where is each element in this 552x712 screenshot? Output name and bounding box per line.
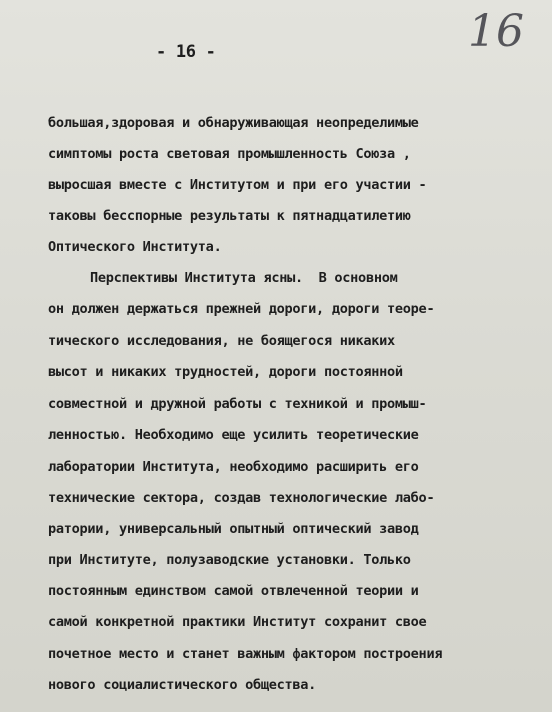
paragraph-2-line-5: совместной и дружной работы с техникой и промыш-	[48, 396, 427, 412]
paragraph-1-line-2: симптомы роста световая промышленность Союза ,	[48, 146, 411, 162]
handwritten-page-number: 16	[468, 6, 524, 57]
page-number: - 16 -	[156, 42, 216, 62]
paragraph-2-line-11: постоянным единством самой отвлеченной теории и	[48, 583, 419, 599]
paragraph-2-line-13: почетное место и станет важным фактором построения	[48, 646, 443, 662]
paragraph-1-line-5: Оптического Института.	[48, 239, 222, 255]
paragraph-1-line-4: таковы бесспорные результаты к пятнадцатилетию	[48, 208, 411, 224]
paragraph-2-line-2: он должен держаться прежней дороги, дороги теоре-	[48, 301, 435, 317]
paragraph-1-line-3: выросшая вместе с Институтом и при его участии -	[48, 177, 427, 193]
paragraph-2-line-7: лаборатории Института, необходимо расширить его	[48, 459, 419, 475]
paragraph-2-line-14: нового социалистического общества.	[48, 677, 317, 693]
paragraph-2-line-8: технические сектора, создав технологические лабо-	[48, 490, 435, 506]
paragraph-2-line-1: Перспективы Института ясны. В основном	[90, 270, 398, 286]
paragraph-2-line-6: ленностью. Необходимо еще усилить теоретические	[48, 427, 419, 443]
paragraph-2-line-9: ратории, универсальный опытный оптический завод	[48, 521, 419, 537]
paragraph-2-line-12: самой конкретной практики Институт сохранит свое	[48, 614, 427, 630]
paragraph-2-line-4: высот и никаких трудностей, дороги постоянной	[48, 364, 403, 380]
paragraph-1-line-1: большая,здоровая и обнаруживающая неопределимые	[48, 115, 419, 131]
paragraph-2-line-10: при Институте, полузаводские установки. Только	[48, 552, 411, 568]
paragraph-2-line-3: тического исследования, не боящегося никаких	[48, 333, 395, 349]
